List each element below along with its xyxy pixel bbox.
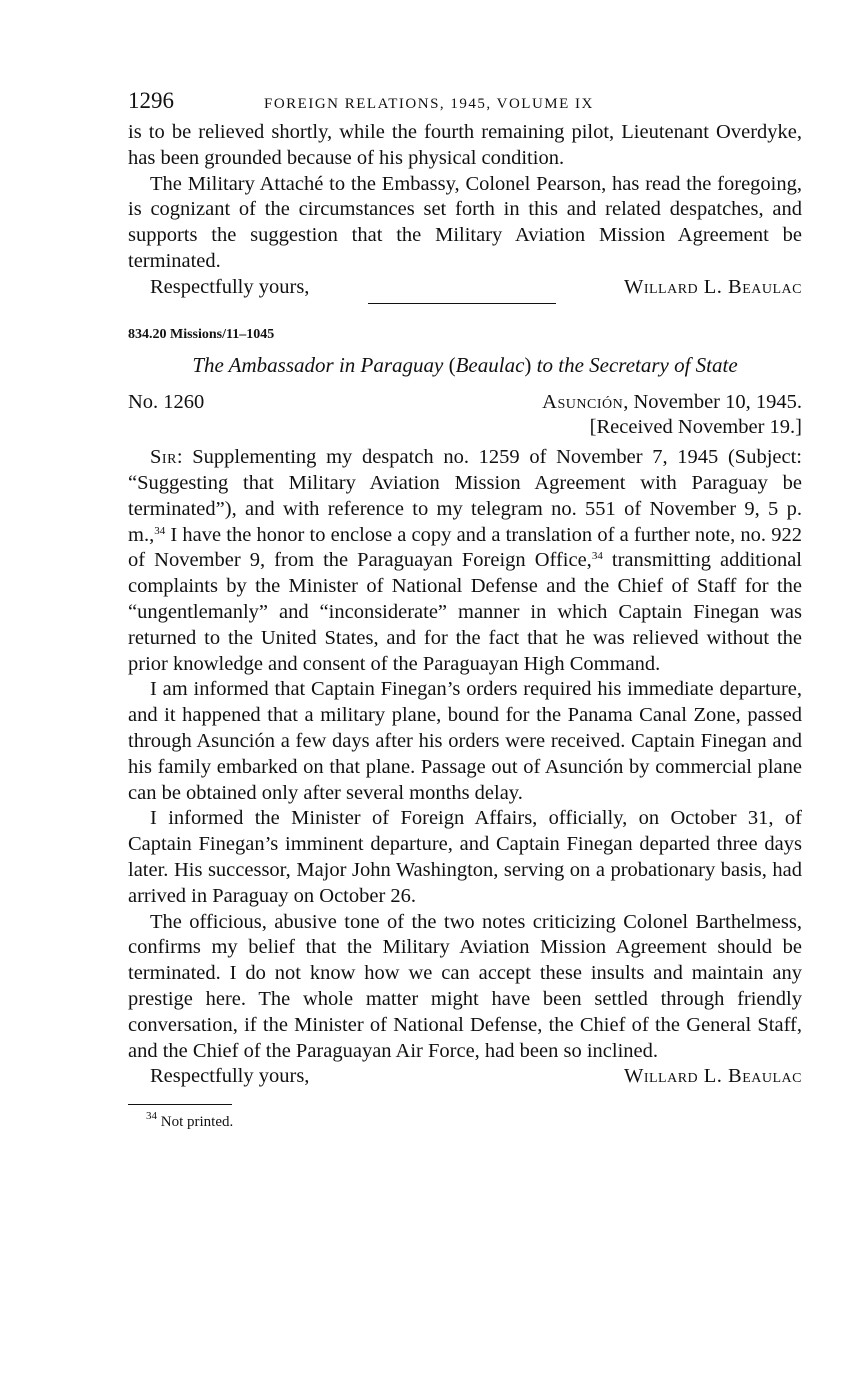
section-divider — [368, 303, 556, 304]
body-paragraph-1 — [128, 445, 802, 677]
footnote-divider — [128, 1104, 232, 1105]
title-name: Beaulac — [455, 352, 525, 377]
despatch-number: No. 1260 — [128, 390, 205, 413]
body-paragraph-2: I am informed that Captain Finegan’s orders required his immediate departure, and it happened that a military plane, bound for the Panama Canal Zone, passed through Asunción a few days after his orders were received. Captain Finegan and his family embarked on that plane. Passage out of Asunción by commercial plane can be obtained only after several months delay. — [128, 678, 802, 804]
footnote-text: Not printed. — [160, 1114, 234, 1131]
despatch-meta — [128, 390, 802, 416]
title-pre: The Ambassador in Paraguay — [192, 352, 449, 377]
running-head: FOREIGN RELATIONS, 1945, VOLUME IX — [264, 96, 594, 112]
attache-paragraph: The Military Attaché to the Embassy, Colonel Pearson, has read the foregoing, is cognizant of the circumstances set forth in this and related despatches, and supports the suggestion that the Military Aviation Mission Agreement be terminated. — [128, 172, 802, 272]
received-date: [Received November 19.] — [589, 416, 802, 439]
date: , November 10, 1945. — [623, 390, 802, 413]
footnote-marker: 34 — [146, 1110, 157, 1123]
footnote-ref: 34 — [591, 550, 603, 563]
body-paragraph-3: I informed the Minister of Foreign Affairs, officially, on October 31, of Captain Finegan’s imminent departure, and Captain Finegan departed three days later. His successor, Major John Washington, serving on a probationary basis, had arrived in Paraguay on October 26. — [128, 807, 802, 907]
title-post: to the Secretary of State — [531, 352, 738, 377]
body-text: transmitting additional complaints by the Minister of National Defense and the Chief of Staff for the “ungentlemanly” and “inconsiderate” manner in which Captain Finegan was returned to the United States, and for the fact that he was relieved without the prior knowledge and consent of the Paraguayan High Command. — [128, 549, 802, 675]
body-text: : Supplementing my despatch no. 1259 of November 7, 1945 (Subject: “Suggesting that Military Aviation Mission Agreement with Paraguay be terminated”), and with reference to my telegram no. 551 of November 9, 5 p. m., — [128, 446, 802, 546]
signature-block — [128, 1064, 802, 1090]
body-paragraph-4: The officious, abusive tone of the two notes criticizing Colonel Barthelmess, confirms my belief that the Military Aviation Mission Agreement should be terminated. I do not know how we can accept these insults and maintain any prestige here. The whole matter might have been settled through friendly conversation, if the Minister of National Defense, the Chief of the General Staff, and the Chief of the Paraguayan Air Force, had been so inclined. — [128, 910, 802, 1062]
file-reference: 834.20 Missions/11–1045 — [128, 326, 275, 342]
title-paren-open: ( — [448, 352, 456, 377]
signature: Willard L. Beaulac — [623, 1065, 802, 1088]
footnote — [128, 1111, 802, 1133]
despatch-dateline — [542, 390, 802, 416]
continuation-paragraph: is to be relieved shortly, while the fourth remaining pilot, Lieutenant Overdyke, has been grounded because of his physical condition. — [128, 121, 802, 169]
page-header — [128, 88, 802, 120]
signature-block — [128, 275, 802, 301]
salutation: Sir — [150, 446, 177, 469]
page-number: 1296 — [128, 88, 174, 113]
title-paren-close: ) — [524, 352, 532, 377]
closing: Respectfully yours, — [150, 275, 310, 298]
closing: Respectfully yours, — [150, 1065, 310, 1088]
place: Asunción — [542, 390, 624, 413]
signature: Willard L. Beaulac — [623, 275, 802, 298]
document-page — [128, 88, 802, 1133]
document-title — [128, 351, 802, 379]
body-text: I have the honor to enclose a copy and a translation of a further note, no. 922 of November 9, from the Paraguayan Foreign Office, — [128, 523, 802, 572]
footnote-ref: 34 — [154, 524, 166, 537]
